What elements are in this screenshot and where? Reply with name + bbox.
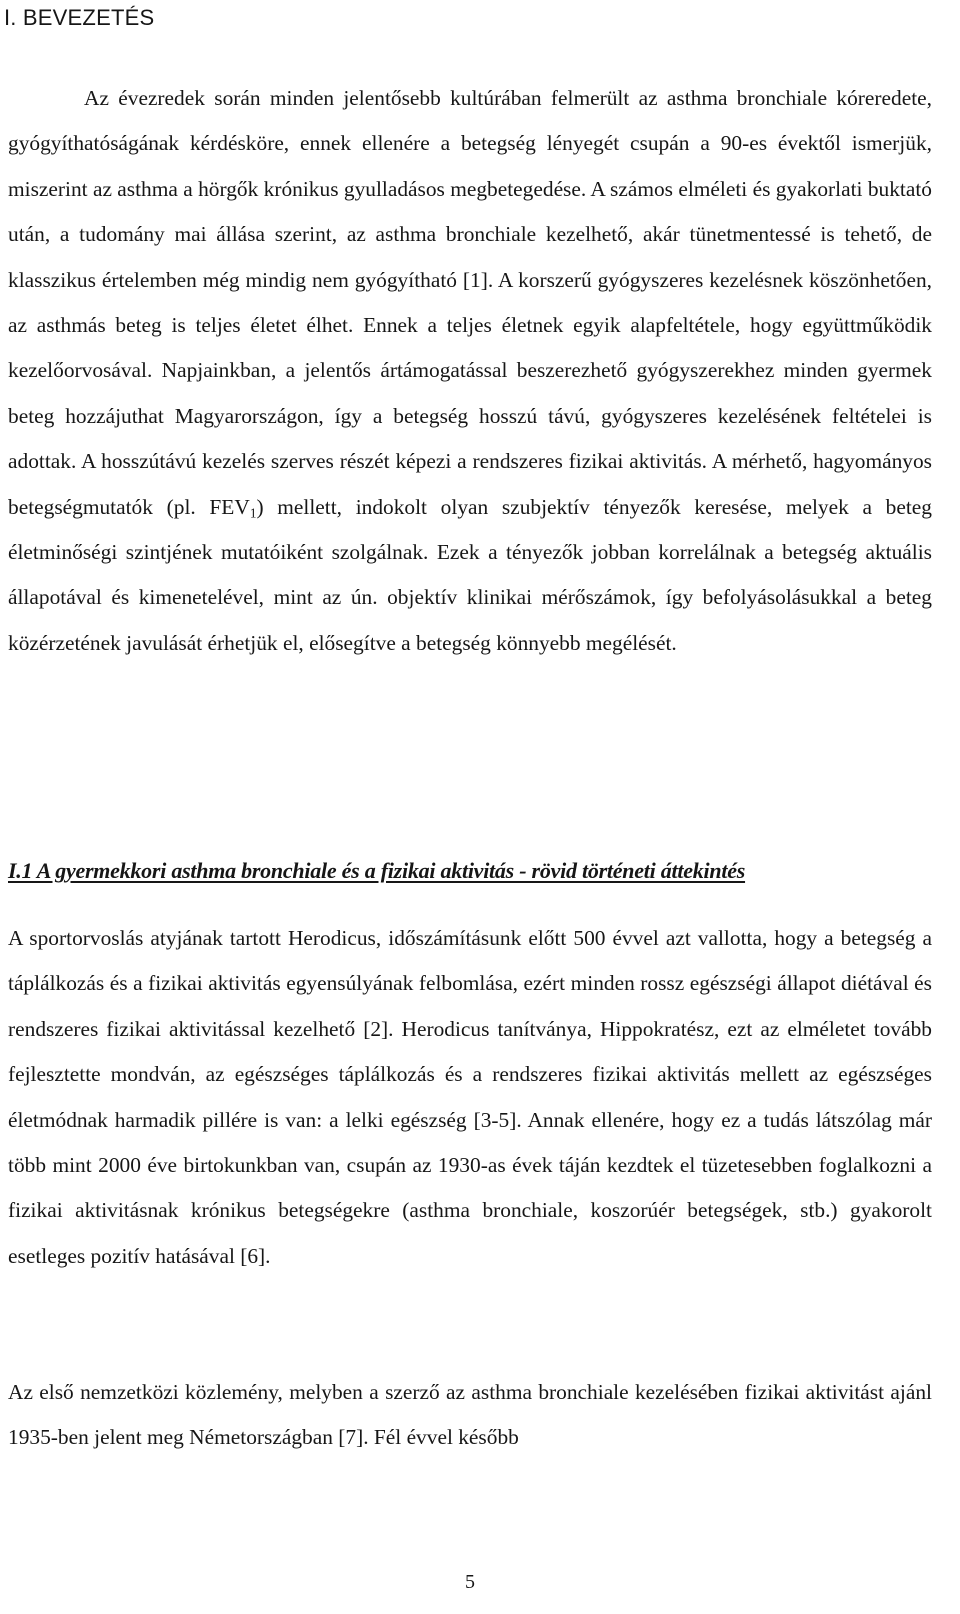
fev-subscript: 1 [249, 504, 257, 520]
history-paragraph-2: Az első nemzetközi közlemény, melyben a szerző az asthma bronchiale kezelésében fizikai aktivitást ajánl 1935-ben jelent meg Németországban [7]. Fél évvel később [8, 1380, 932, 1450]
section-heading: I.1 A gyermekkori asthma bronchiale és a fizikai aktivitás - rövid történeti áttekintés [8, 858, 746, 883]
history-paragraph-1: A sportorvoslás atyjának tartott Herodicus, időszámításunk előtt 500 évvel azt vallotta, hogy a betegség a táplálkozás és a fizikai aktivitás egyensúlyának felbomlása, ezért minden rossz egészségi állapot diétával és rendszeres fizikai aktivitással kezelhető [2]. Herodicus tanítványa, Hippokratész, ezt az elméletet tovább fejlesztette mondván, az egészséges táplálkozás és a rendszeres fizikai aktivitás mellett az egészséges életmódnak harmadik pillére is van: a lelki egészség [3-5]. Annak ellenére, hogy ez a tudás látszólag már több mint 2000 éve birtokunkban van, csupán az 1930-as évek táján kezdtek el tüzetesebben foglalkozni a fizikai aktivitásnak krónikus betegségekre (asthma bronchiale, koszorúér betegségek, stb.) gyakorolt esetleges pozitív hatásával [6]. [8, 926, 932, 1268]
intro-text-part2: ) mellett, indokolt olyan szubjektív tényezők keresése, melyek a beteg életminőségi szintjének mutatóiként szolgálnak. Ezek a tényezők jobban korrelálnak a betegség aktuális állapotával és kimenetelével, mint az ún. objektív klinikai mérőszámok, így befolyásolásukkal a beteg közérzetének javulását érhetjük el, elősegítve a betegség könnyebb megélését. [8, 494, 932, 655]
chapter-heading: I. BEVEZETÉS [4, 5, 155, 30]
intro-text-part1: Az évezredek során minden jelentősebb kultúrában felmerült az asthma bronchiale kóreredete, gyógyíthatóságának kérdésköre, ennek ellenére a betegség lényegét csupán a 90-es évektől ismerjük, miszerint az asthma a hörgők krónikus gyulladásos megbetegedése. A számos elméleti és gyakorlati buktató után, a tudomány mai állása szerint, az asthma bronchiale kezelhető, akár tünetmentessé is tehető, de klasszikus értelemben még mindig nem gyógyítható [1]. A korszerű gyógyszeres kezelésnek köszönhetően, az asthmás beteg is teljes életet élhet. Ennek a teljes életnek egyik alapfeltétele, hogy együttműködik kezelőorvosával. Napjainkban, a jelentős ártámogatással beszerezhető gyógyszerekhez minden gyermek beteg hozzájuthat Magyarországon, így a betegség hosszú távú, gyógyszeres kezelésének feltételei is adottak. A hosszútávú kezelés szerves részét képezi a rendszeres fizikai aktivitás. A mérhető, hagyományos betegségmutatók (pl. FEV [8, 86, 932, 519]
page-number: 5 [465, 1571, 475, 1593]
intro-paragraph [8, 76, 932, 666]
